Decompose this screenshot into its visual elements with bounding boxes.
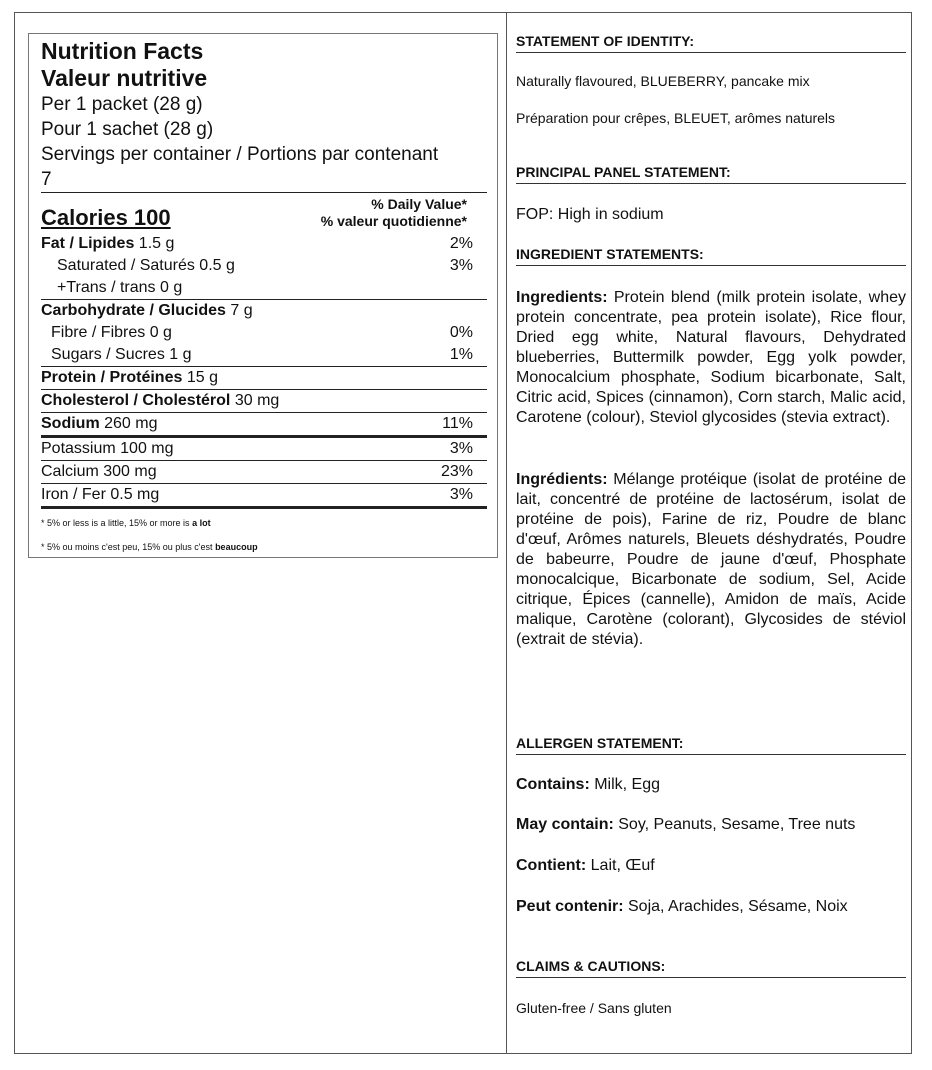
protein-row — [41, 367, 487, 390]
iron-pct: 3% — [449, 486, 473, 503]
servings-per-container-value: 7 — [41, 167, 487, 193]
footnote-en-bold: a lot — [192, 518, 211, 528]
potassium-row — [41, 438, 487, 461]
potassium-label: Potassium 100 mg — [41, 440, 174, 457]
protein-label: Protein / Protéines — [41, 369, 183, 386]
fat-pct: 2% — [449, 235, 473, 252]
fibre-row — [41, 322, 487, 344]
allergen-contient-text: Lait, Œuf — [586, 857, 655, 874]
allergen-contains — [516, 775, 906, 795]
footnote-fr-bold: beaucoup — [215, 542, 258, 552]
identity-line-fr: Préparation pour crêpes, BLEUET, arômes naturels — [516, 110, 836, 126]
footnote-en-text: * 5% or less is a little, 15% or more is — [41, 518, 190, 528]
nutrition-facts-table — [28, 33, 498, 558]
protein-amount: 15 g — [182, 369, 218, 386]
ingredient-heading: INGREDIENT STATEMENTS: — [516, 245, 906, 266]
serving-size-en: Per 1 packet (28 g) — [41, 94, 203, 115]
iron-row — [41, 484, 487, 509]
saturated-label: Saturated / Saturés 0.5 g — [57, 257, 235, 274]
iron-label: Iron / Fer 0.5 mg — [41, 486, 160, 503]
claims-heading: CLAIMS & CAUTIONS: — [516, 957, 906, 978]
saturated-row — [41, 255, 487, 277]
allergen-heading: ALLERGEN STATEMENT: — [516, 734, 906, 755]
calories-label: Calories 100 — [41, 205, 171, 230]
footnote-fr-text: * 5% ou moins c'est peu, 15% ou plus c'est — [41, 542, 213, 552]
serving-size-fr: Pour 1 sachet (28 g) — [41, 119, 214, 140]
allergen-peut-text: Soja, Arachides, Sésame, Noix — [623, 898, 848, 915]
principal-panel-line: FOP: High in sodium — [516, 206, 664, 223]
identity-heading: STATEMENT OF IDENTITY: — [516, 32, 906, 53]
calcium-row — [41, 461, 487, 484]
daily-value-header — [321, 196, 467, 230]
allergen-contains-text: Milk, Egg — [589, 776, 661, 793]
allergen-contains-label: Contains: — [516, 776, 590, 793]
fat-label: Fat / Lipides — [41, 235, 135, 252]
allergen-peut-label: Peut contenir: — [516, 898, 624, 915]
cholesterol-label: Cholesterol / Cholestérol — [41, 392, 231, 409]
sodium-pct: 11% — [442, 415, 473, 432]
ingredients-en-text: Protein blend (milk protein isolate, whey protein concentrate, pea protein isolate), Rice flour, Dried egg white, Natural flavours, Dehydrated blueberries, Buttermilk powder, Egg yolk powder, Monocalcium phosphate, Sodium bicarbonate, Salt, Citric acid, Spices (cinnamon), Corn starch, Malic acid, Carotene (colour), Steviol glycosides (stevia extract). — [516, 289, 906, 426]
fibre-pct: 0% — [449, 324, 473, 341]
nutrition-title-en: Nutrition Facts — [41, 38, 204, 64]
daily-value-header-en: % Daily Value* — [371, 196, 467, 212]
carbohydrate-amount: 7 g — [225, 302, 253, 319]
trans-label: +Trans / trans 0 g — [57, 279, 183, 296]
daily-value-header-fr: % valeur quotidienne* — [320, 213, 467, 229]
sodium-amount: 260 mg — [99, 415, 158, 432]
carbohydrate-row — [41, 300, 487, 322]
allergen-contient — [516, 856, 906, 876]
calcium-label: Calcium 300 mg — [41, 463, 157, 480]
servings-per-container-label: Servings per container / Portions par contenant — [41, 144, 439, 165]
allergen-contient-label: Contient: — [516, 857, 587, 874]
ingredients-fr-text: Mélange protéique (isolat de protéine de lait, concentré de protéine de lactosérum, isolat de protéine de pois), Farine de riz, Poudre de blanc d'œuf, Arômes naturels, Bleuets déshydratés, Poudre de babeurre, Poudre de jaune d'œuf, Phosphate monocalcique, Bicarbonate de sodium, Sel, Acide citrique, Épices (cannelle), Amidon de maïs, Acide malique, Carotène (colorant), Glycosides de stéviol (extrait de stévia). — [516, 471, 906, 648]
fibre-label: Fibre / Fibres 0 g — [51, 324, 172, 341]
sugars-row — [41, 344, 487, 367]
allergen-peut-contenir — [516, 897, 906, 917]
footnote-fr — [41, 541, 487, 553]
sodium-row — [41, 413, 487, 438]
calories-row — [41, 193, 487, 233]
ingredients-en — [516, 288, 906, 428]
sugars-pct: 1% — [449, 346, 473, 363]
identity-line-en: Naturally flavoured, BLUEBERRY, pancake mix — [516, 73, 810, 89]
fat-row — [41, 233, 487, 255]
trans-row — [41, 277, 487, 300]
allergen-may-label: May contain: — [516, 816, 614, 833]
ingredients-en-label: Ingredients: — [516, 289, 608, 306]
claims-line: Gluten-free / Sans gluten — [516, 1000, 672, 1016]
sugars-label: Sugars / Sucres 1 g — [51, 346, 192, 363]
calcium-pct: 23% — [440, 463, 473, 480]
allergen-may-text: Soy, Peanuts, Sesame, Tree nuts — [613, 816, 856, 833]
ingredients-fr-label: Ingrédients: — [516, 471, 608, 488]
cholesterol-amount: 30 mg — [230, 392, 280, 409]
carbohydrate-label: Carbohydrate / Glucides — [41, 302, 226, 319]
column-divider — [506, 12, 507, 1054]
footnote-en — [41, 517, 487, 529]
principal-panel-heading: PRINCIPAL PANEL STATEMENT: — [516, 163, 906, 184]
potassium-pct: 3% — [449, 440, 473, 457]
saturated-pct: 3% — [449, 257, 473, 274]
cholesterol-row — [41, 390, 487, 413]
sodium-label: Sodium — [41, 415, 100, 432]
allergen-may-contain — [516, 815, 906, 835]
fat-amount: 1.5 g — [134, 235, 175, 252]
ingredients-fr — [516, 470, 906, 650]
nutrition-title-fr: Valeur nutritive — [41, 65, 208, 91]
